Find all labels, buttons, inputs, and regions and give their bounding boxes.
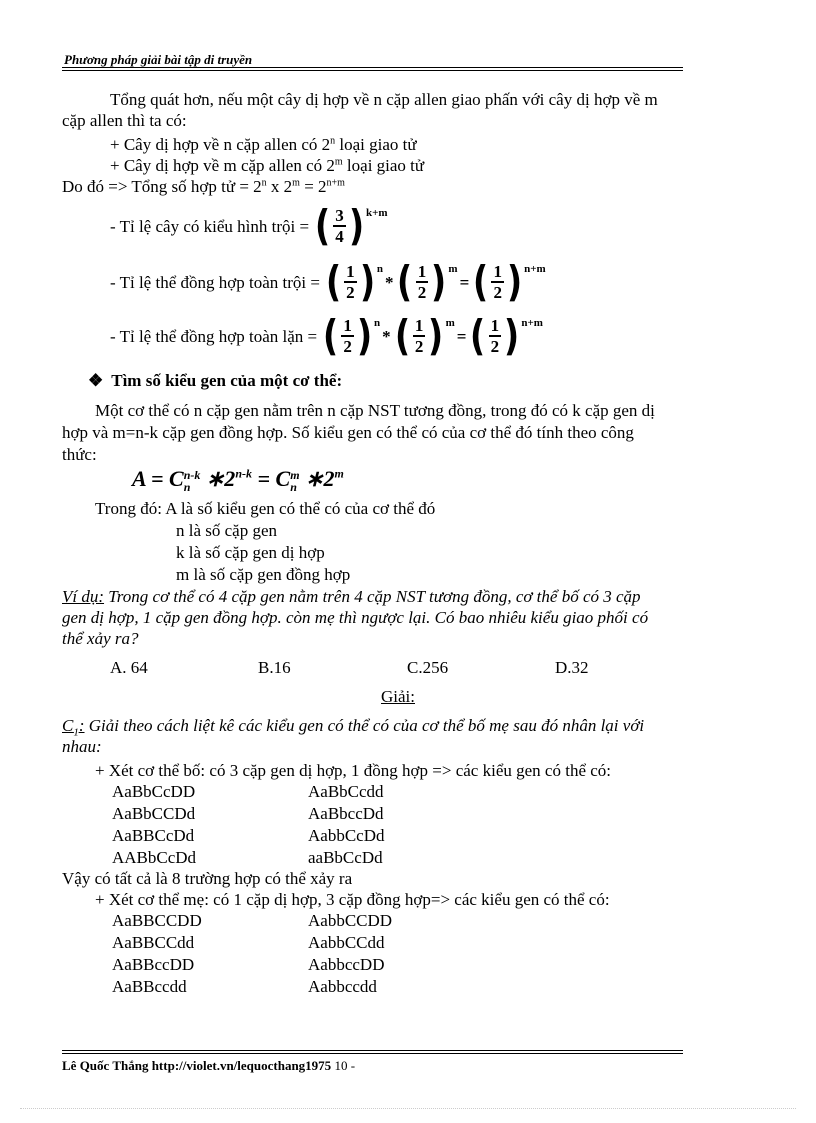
option-c: C.256 bbox=[407, 658, 449, 677]
fraction-1-2 bbox=[489, 316, 502, 356]
right-paren: ) bbox=[506, 257, 523, 306]
right-paren: ) bbox=[428, 311, 444, 360]
frac-num: 1 bbox=[346, 262, 355, 281]
mother-genotype: Aabbccdd bbox=[308, 977, 377, 996]
total-sup3: n+m bbox=[326, 177, 345, 189]
frac-den: 2 bbox=[493, 283, 502, 302]
where-n: n là số cặp gen bbox=[176, 521, 278, 540]
para1-line2: cặp allen thì ta có: bbox=[62, 111, 187, 130]
mother-heading: + Xét cơ thể mẹ: có 1 cặp dị hợp, 3 cặp đồng hợp=> các kiểu gen có thể có: bbox=[95, 890, 610, 909]
formula-C-sub: n bbox=[183, 479, 191, 494]
right-paren: ) bbox=[348, 201, 365, 250]
summary-line: Vậy có tất cả là 8 trường hợp có thể xảy ra bbox=[62, 869, 353, 888]
equals-op: = bbox=[456, 326, 467, 346]
c1-text1: Giải theo cách liệt kê các kiểu gen có thể có của cơ thể bố mẹ sau đó nhân lại với bbox=[84, 716, 645, 735]
formula-eq: = bbox=[145, 466, 170, 491]
option-b: B.16 bbox=[258, 658, 291, 677]
item2-sup: m bbox=[334, 156, 343, 168]
example-label: Ví dụ: bbox=[62, 587, 105, 606]
item1-post: loại giao tử bbox=[335, 135, 417, 154]
fraction-3-4 bbox=[333, 206, 346, 246]
frac-num: 1 bbox=[417, 262, 427, 281]
total-sup1: n bbox=[261, 177, 267, 189]
page-number: 10 - bbox=[331, 1058, 356, 1073]
right-paren: ) bbox=[356, 311, 373, 360]
para1-item2 bbox=[110, 155, 424, 176]
total-zygotes bbox=[62, 176, 345, 197]
ratio-homo-dominant bbox=[110, 256, 546, 308]
page-edge-divider bbox=[20, 1108, 796, 1109]
times-op: * bbox=[382, 326, 391, 346]
fraction-1-2 bbox=[416, 262, 429, 302]
c1-colon: : bbox=[78, 716, 85, 735]
father-genotype: AaBbccDd bbox=[308, 804, 384, 823]
exp-m: m bbox=[448, 263, 458, 275]
frac-den: 2 bbox=[343, 337, 352, 356]
header-rule-bottom bbox=[62, 70, 683, 71]
formula-A: A bbox=[132, 466, 146, 491]
formula-times: ∗2 bbox=[200, 466, 236, 491]
father-genotype: AaBbCcDD bbox=[112, 782, 196, 801]
item2-text: + Cây dị hợp về m cặp allen có 2 bbox=[110, 156, 335, 175]
page-header-title: Phương pháp giải bài tập di truyền bbox=[64, 52, 253, 67]
mother-genotype: AabbCCDD bbox=[308, 911, 393, 930]
where-line: Trong đó: A là số kiểu gen có thể có của cơ thể đó bbox=[95, 499, 436, 518]
mother-genotype: AaBBCCDD bbox=[112, 911, 202, 930]
left-paren: ( bbox=[394, 311, 410, 360]
mother-genotype: AabbCCdd bbox=[308, 933, 385, 952]
formula-C2-indices bbox=[290, 469, 299, 493]
left-paren: ( bbox=[397, 257, 413, 306]
fraction-1-2 bbox=[341, 316, 354, 356]
frac-num: 1 bbox=[490, 316, 500, 335]
where-m: m là số cặp gen đồng hợp bbox=[176, 565, 351, 584]
option-a: A. 64 bbox=[110, 658, 148, 677]
formula-C2: C bbox=[275, 466, 291, 491]
left-paren: ( bbox=[325, 257, 342, 306]
total-mid2: = 2 bbox=[299, 177, 327, 196]
left-paren: ( bbox=[314, 201, 331, 250]
c1-sub: 1 bbox=[73, 726, 79, 739]
formula-exp2: m bbox=[334, 466, 344, 481]
section-heading bbox=[88, 370, 342, 391]
section-p2: hợp và m=n-k cặp gen đồng hợp. Số kiểu gen có thể có của cơ thể đó tính theo công bbox=[62, 423, 634, 442]
formula-C-indices bbox=[184, 469, 201, 493]
c1-line1 bbox=[62, 715, 644, 743]
example-line2: gen dị hợp, 1 cặp gen đồng hợp. còn mẹ thì ngược lại. Có bao nhiêu kiểu giao phối có bbox=[62, 608, 649, 627]
father-genotype: AaBBCcDd bbox=[112, 826, 195, 845]
father-heading: + Xét cơ thể bố: có 3 cặp gen dị hợp, 1 đồng hợp => các kiểu gen có thể có: bbox=[95, 761, 612, 780]
total-text: Do đó => Tổng số hợp tử = 2 bbox=[62, 177, 262, 196]
frac-den: 2 bbox=[417, 283, 427, 302]
mother-genotype: AaBBCCdd bbox=[112, 933, 195, 952]
where-k: k là số cặp gen dị hợp bbox=[176, 543, 325, 562]
ratio-homo-dom-label: - Tỉ lệ thể đồng hợp toàn trội = bbox=[110, 272, 320, 292]
frac-den: 2 bbox=[414, 337, 424, 356]
homo-dom-expr bbox=[324, 257, 546, 306]
formula-times2: ∗2 bbox=[299, 466, 335, 491]
ratio-dominant-label: - Tỉ lệ cây có kiểu hình trội = bbox=[110, 216, 310, 236]
ratio-homo-recessive bbox=[110, 310, 543, 362]
fraction-1-2 bbox=[413, 316, 426, 356]
exp-nm: n+m bbox=[521, 317, 543, 329]
frac-num: 1 bbox=[493, 262, 502, 281]
frac-num: 3 bbox=[335, 206, 344, 225]
father-genotype: AABbCcDd bbox=[112, 848, 197, 867]
father-genotype: aaBbCcDd bbox=[308, 848, 383, 867]
father-genotype: AaBbCCDd bbox=[112, 804, 196, 823]
formula-eq2: = bbox=[251, 466, 276, 491]
c1-label bbox=[62, 716, 85, 739]
header-rule-top bbox=[62, 67, 683, 68]
equals-op: = bbox=[459, 272, 470, 292]
ratio-exponent: k+m bbox=[365, 207, 388, 219]
item1-sup: n bbox=[330, 135, 336, 147]
mother-genotype: AaBBccDD bbox=[112, 955, 195, 974]
times-op: * bbox=[384, 272, 394, 292]
page-footer bbox=[62, 1058, 355, 1074]
formula-C-sup: n-k bbox=[183, 467, 201, 482]
footer-rule-bottom bbox=[62, 1053, 683, 1054]
section-p3: thức: bbox=[62, 445, 97, 464]
genotype-count-formula bbox=[132, 466, 344, 493]
fraction-1-2 bbox=[344, 262, 357, 302]
frac-num: 1 bbox=[343, 316, 352, 335]
exp-n: n bbox=[374, 317, 381, 329]
mother-genotype: AabbccDD bbox=[308, 955, 385, 974]
exp-m: m bbox=[445, 317, 455, 329]
footer-author-link[interactable]: Lê Quốc Thắng http://violet.vn/lequocthang1975 bbox=[62, 1058, 332, 1073]
frac-den: 4 bbox=[335, 227, 344, 246]
c1-line2: nhau: bbox=[62, 737, 102, 756]
para1-line1: Tổng quát hơn, nếu một cây dị hợp về n cặp allen giao phấn với cây dị hợp về m bbox=[110, 90, 658, 109]
frac-den: 2 bbox=[346, 283, 355, 302]
right-paren: ) bbox=[359, 257, 375, 306]
section-title: Tìm số kiểu gen của một cơ thể: bbox=[111, 371, 343, 390]
item2-post: loại giao tử bbox=[342, 156, 425, 175]
homo-rec-expr bbox=[321, 311, 543, 360]
example-line1 bbox=[62, 586, 641, 607]
left-paren: ( bbox=[473, 257, 489, 306]
exp-nm: n+m bbox=[524, 263, 546, 275]
fraction-1-2 bbox=[491, 262, 504, 302]
formula-C2-sup: m bbox=[290, 467, 300, 482]
father-genotype: AaBbCcdd bbox=[308, 782, 384, 801]
right-paren: ) bbox=[431, 257, 447, 306]
item1-text: + Cây dị hợp về n cặp allen có 2 bbox=[110, 135, 331, 154]
total-sup2: m bbox=[292, 177, 300, 189]
example-text1: Trong cơ thể có 4 cặp gen nằm trên 4 cặp NST tương đồng, cơ thể bố có 3 cặp bbox=[104, 587, 641, 606]
section-p1: Một cơ thể có n cặp gen nằm trên n cặp NST tương đồng, trong đó có k cặp gen dị bbox=[95, 401, 655, 420]
example-line3: thể xảy ra? bbox=[62, 629, 139, 648]
left-paren: ( bbox=[470, 311, 486, 360]
formula-C2-sub: n bbox=[290, 479, 297, 494]
diamond-bullet-icon: ❖ bbox=[88, 371, 104, 390]
right-paren: ) bbox=[504, 311, 520, 360]
frac-num: 1 bbox=[414, 316, 424, 335]
c1-letter: C bbox=[62, 716, 74, 735]
formula-exp: n-k bbox=[235, 466, 252, 481]
ratio-homo-rec-label: - Tỉ lệ thể đồng hợp toàn lặn = bbox=[110, 326, 318, 346]
ratio-dominant-expr bbox=[313, 201, 388, 250]
ratio-dominant bbox=[110, 200, 388, 252]
exp-n: n bbox=[376, 263, 383, 275]
frac-den: 2 bbox=[490, 337, 500, 356]
solution-title: Giải: bbox=[381, 687, 415, 706]
option-d: D.32 bbox=[555, 658, 589, 677]
total-mid: x 2 bbox=[266, 177, 293, 196]
left-paren: ( bbox=[323, 311, 339, 360]
para1-item1 bbox=[110, 134, 417, 155]
mother-genotype: AaBBccdd bbox=[112, 977, 187, 996]
formula-C: C bbox=[169, 466, 184, 491]
father-genotype: AabbCcDd bbox=[308, 826, 385, 845]
footer-rule-top bbox=[62, 1050, 683, 1051]
